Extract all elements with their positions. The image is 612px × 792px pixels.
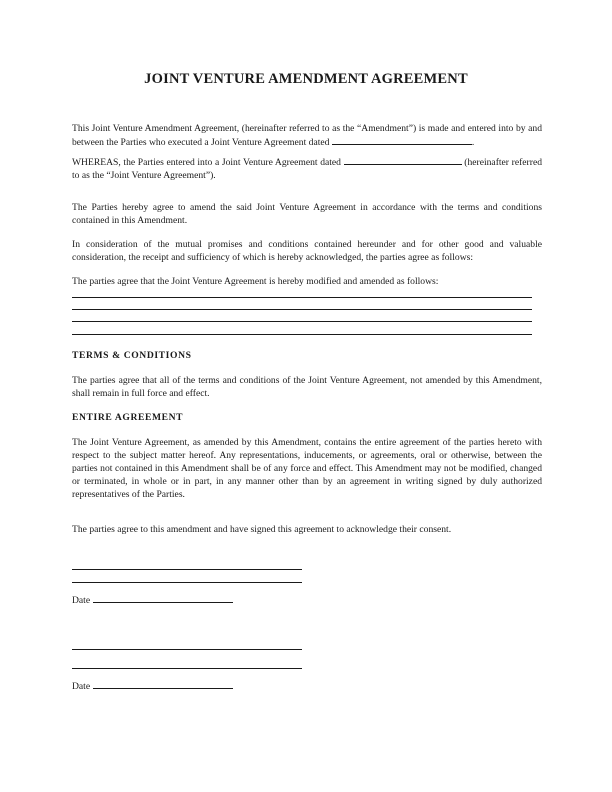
jv-agreement-date-blank[interactable] [344, 155, 462, 165]
date-label-2: Date [72, 681, 91, 692]
signature-line-2a[interactable] [72, 649, 302, 650]
whereas-paragraph [72, 155, 542, 182]
signature-line-2b[interactable] [72, 668, 302, 669]
signature-line-1b[interactable] [72, 582, 302, 583]
intro-paragraph [72, 122, 542, 149]
whereas-text-end: (hereinafter referred to as the “Joint Venture Agreement”). [72, 157, 542, 181]
entire-agreement-paragraph: The Joint Venture Agreement, as amended by this Amendment, contains the entire agreement of the parties hereto with respect to the subject matter hereof. Any representations, inducements, or agreements, oral or otherwise, between the parties not contained in this Amendment shall be of any force and effect. This Amendment may not be modified, changed or terminated, in whole or in part, in any manner other than by an agreement in writing signed by duly authorized representatives of the Parties. [72, 437, 542, 500]
consideration-paragraph: In consideration of the mutual promises and conditions contained hereunder and for other good and valuable consideration, the receipt and sufficiency of which is hereby acknowledged, the parties agree as follows: [72, 239, 542, 263]
agree-amend-paragraph: The Parties hereby agree to amend the said Joint Venture Agreement in accordance with the terms and conditions contained in this Amendment. [72, 202, 542, 226]
date-row-1 [72, 593, 233, 606]
document-title: JOINT VENTURE AMENDMENT AGREEMENT [144, 71, 468, 87]
amendment-line-3[interactable] [72, 321, 532, 322]
amendment-line-1[interactable] [72, 297, 532, 298]
terms-paragraph: The parties agree that all of the terms and conditions of the Joint Venture Agreement, not amended by this Amendment, shall remain in full force and effect. [72, 375, 542, 399]
amendment-line-2[interactable] [72, 309, 532, 310]
whereas-text: WHEREAS, the Parties entered into a Joint Venture Agreement dated [72, 157, 344, 168]
intro-text: This Joint Venture Amendment Agreement, (hereinafter referred to as the “Amendment”) is made and entered into by and between the Parties who executed a Joint Venture Agreement dated [72, 123, 542, 148]
modified-intro-paragraph: The parties agree that the Joint Venture Agreement is hereby modified and amended as follows: [72, 276, 439, 287]
agreement-date-blank[interactable] [332, 135, 472, 145]
date-blank-2[interactable] [93, 679, 233, 689]
entire-agreement-heading: ENTIRE AGREEMENT [72, 412, 184, 423]
signature-line-1a[interactable] [72, 569, 302, 570]
consent-paragraph: The parties agree to this amendment and have signed this agreement to acknowledge their consent. [72, 524, 452, 535]
date-label-1: Date [72, 595, 91, 606]
intro-text-end: . [471, 137, 475, 148]
date-row-2 [72, 679, 233, 692]
terms-heading: TERMS & CONDITIONS [72, 350, 192, 361]
amendment-line-4[interactable] [72, 334, 532, 335]
date-blank-1[interactable] [93, 593, 233, 603]
